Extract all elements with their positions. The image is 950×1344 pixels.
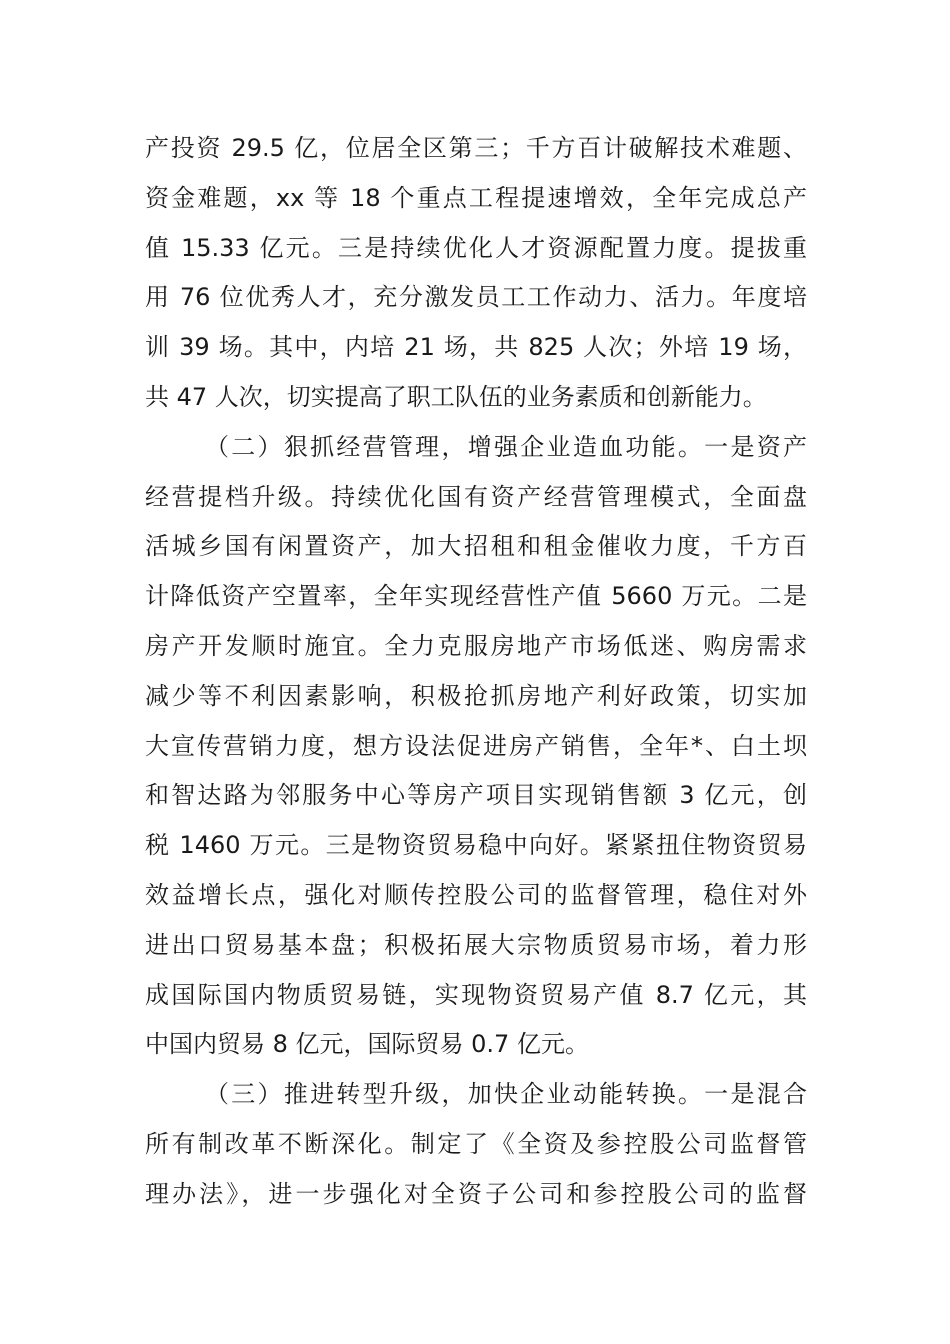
text-line: 计降低资产空置率，全年实现经营性产值 5660 万元。二是 — [145, 582, 807, 611]
text-line: 共 47 人次，切实提高了职工队伍的业务素质和创新能力。 — [145, 382, 767, 411]
text-line: 成国际国内物质贸易链，实现物资贸易产值 8.7 亿元，其 — [145, 980, 807, 1009]
text-line: 减少等不利因素影响，积极抢抓房地产利好政策，切实加 — [145, 681, 807, 710]
text-line: 中国内贸易 8 亿元，国际贸易 0.7 亿元。 — [145, 1030, 589, 1059]
text-line: 理办法》，进一步强化对全资子公司和参控股公司的监督 — [145, 1179, 807, 1208]
text-line: 活城乡国有闲置资产，加大招租和租金催收力度，千方百 — [145, 532, 807, 561]
document-body — [145, 124, 807, 1220]
text-line: （二）狠抓经营管理，增强企业造血功能。一是资产 — [205, 432, 807, 461]
text-line: 所有制改革不断深化。制定了《全资及参控股公司监督管 — [145, 1129, 807, 1158]
text-line: 经营提档升级。持续优化国有资产经营管理模式，全面盘 — [145, 482, 807, 511]
text-line: 和智达路为邻服务中心等房产项目实现销售额 3 亿元，创 — [145, 781, 807, 810]
text-line: 大宣传营销力度，想方设法促进房产销售，全年*、白土坝 — [145, 731, 807, 760]
text-line: 资金难题，xx 等 18 个重点工程提速增效，全年完成总产 — [145, 183, 807, 212]
text-line: 值 15.33 亿元。三是持续优化人才资源配置力度。提拔重 — [145, 233, 807, 262]
text-line: 效益增长点，强化对顺传控股公司的监督管理，稳住对外 — [145, 880, 807, 909]
text-line: 房产开发顺时施宜。全力克服房地产市场低迷、购房需求 — [145, 631, 807, 660]
text-line: 进出口贸易基本盘；积极拓展大宗物质贸易市场，着力形 — [145, 930, 807, 959]
text-line: （三）推进转型升级，加快企业动能转换。一是混合 — [205, 1080, 807, 1109]
text-line: 用 76 位优秀人才，充分激发员工工作动力、活力。年度培 — [145, 283, 807, 312]
text-line: 产投资 29.5 亿，位居全区第三；千方百计破解技术难题、 — [145, 134, 807, 162]
text-line: 训 39 场。其中，内培 21 场，共 825 人次；外培 19 场， — [145, 333, 807, 362]
text-line: 税 1460 万元。三是物资贸易稳中向好。紧紧扭住物资贸易 — [145, 831, 807, 860]
